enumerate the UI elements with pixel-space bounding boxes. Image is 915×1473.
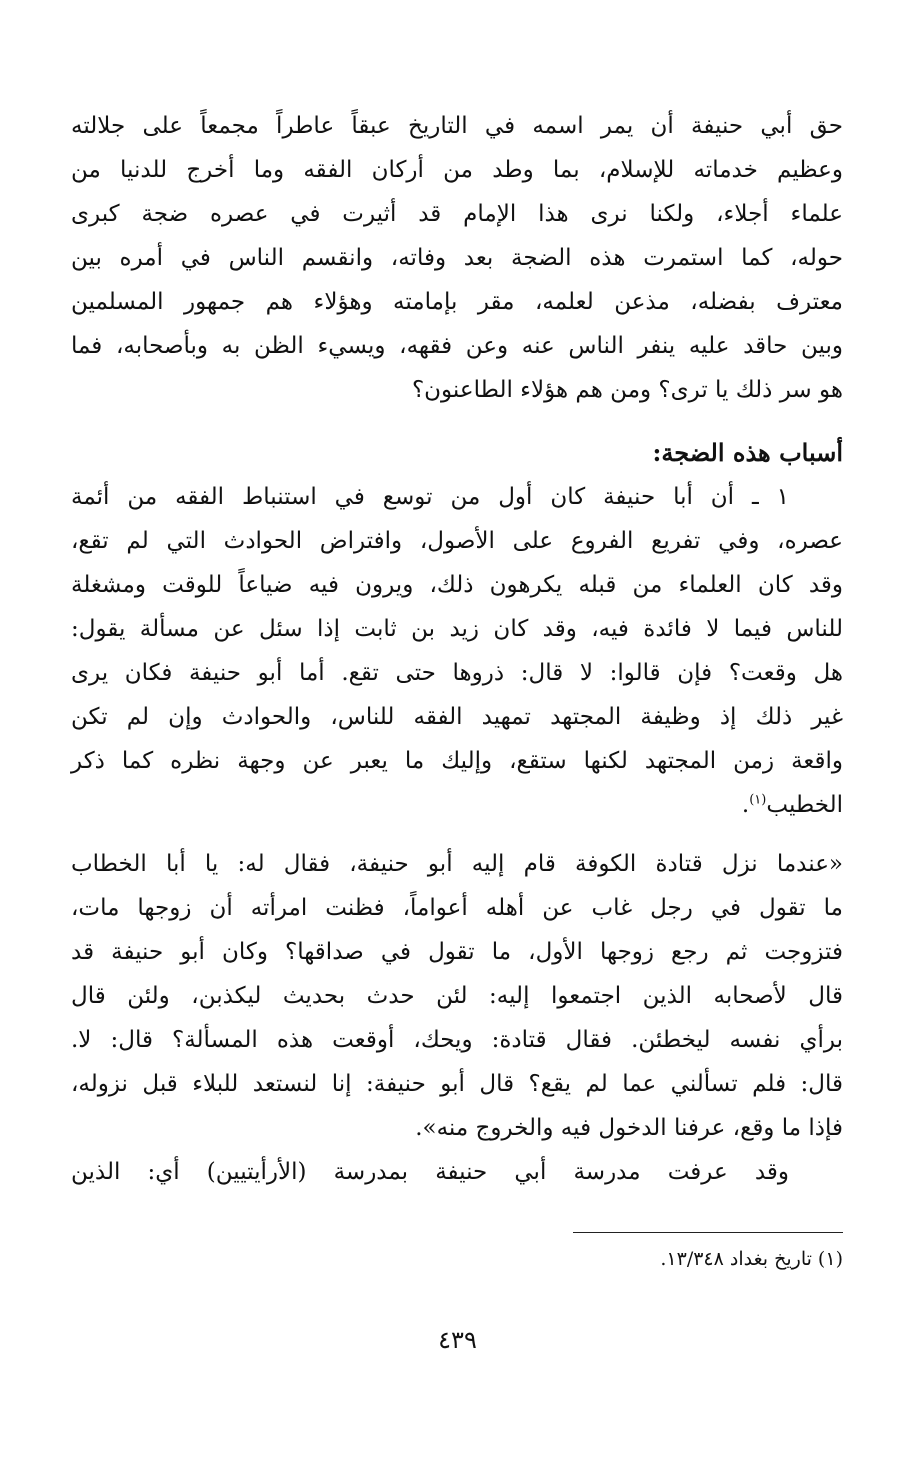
text-line: وقد كان العلماء من قبله يكرهون ذلك، ويرون فيه ضياعاً للوقت ومشغلة [71, 572, 843, 598]
text-line: واقعة زمن المجتهد لكنها ستقع، وإليك ما يعبر عن وجهة نظره كما ذكر [71, 748, 843, 774]
text-fragment: الخطيب [766, 792, 843, 818]
text-line: حق أبي حنيفة أن يمر اسمه في التاريخ عبقاً عاطراً مجمعاً على جلالته [71, 113, 843, 139]
text-line: وقد عرفت مدرسة أبي حنيفة بمدرسة (الأرأيتيين) أي: الذين [71, 1159, 789, 1185]
text-line: قال: فلم تسألني عما لم يقع؟ قال أبو حنيفة: إنا لنستعد للبلاء قبل نزوله، [71, 1071, 843, 1097]
text-line: وعظيم خدماته للإسلام، بما وطد من أركان الفقه وما أخرج للدنيا من [71, 157, 843, 183]
text-line: علماء أجلاء، ولكنا نرى هذا الإمام قد أثيرت في عصره ضجة كبرى [71, 201, 843, 227]
text-line: فتزوجت ثم رجع زوجها الأول، ما تقول في صداقها؟ وكان أبو حنيفة قد [71, 939, 843, 965]
text-line: هو سر ذلك يا ترى؟ ومن هم هؤلاء الطاعنون؟ [411, 377, 843, 403]
text-line: قال لأصحابه الذين اجتمعوا إليه: لئن حدث بحديث ليكذبن، ولئن قال [71, 983, 843, 1009]
text-line: عصره، وفي تفريع الفروع على الأصول، وافتراض الحوادث التي لم تقع، [71, 528, 843, 554]
text-line [71, 783, 843, 827]
text-line: حوله، كما استمرت هذه الضجة بعد وفاته، وانقسم الناس في أمره بين [71, 245, 843, 271]
text-line: غير ذلك إذ وظيفة المجتهد تمهيد الفقه للناس، والحوادث وإن لم تكن [71, 704, 843, 730]
paragraph-2 [71, 475, 843, 827]
text-line: ما تقول في رجل غاب عن أهله أعواماً، فظنت امرأته أن زوجها مات، [71, 895, 843, 921]
text-fragment: . [741, 792, 750, 818]
footnote: (١) تاريخ بغداد ١٣/٣٤٨. [660, 1248, 843, 1270]
paragraph-1 [71, 104, 843, 412]
section-heading: أسباب هذه الضجة: [652, 438, 843, 467]
text-line: هل وقعت؟ فإن قالوا: لا قال: ذروها حتى تقع. أما أبو حنيفة فكان يرى [71, 660, 843, 686]
text-line: وبين حاقد عليه ينفر الناس عنه وعن فقهه، ويسيء الظن به وبأصحابه، فما [71, 333, 843, 359]
quotation-paragraph [71, 842, 843, 1150]
text-line: برأي نفسه ليخطئن. فقال قتادة: ويحك، أوقعت هذه المسألة؟ قال: لا. [71, 1027, 843, 1053]
text-line: «عندما نزل قتادة الكوفة قام إليه أبو حنيفة، فقال له: يا أبا الخطاب [71, 851, 843, 877]
footnote-reference[interactable]: (١) [749, 792, 767, 808]
page-number: ٤٣٩ [438, 1326, 477, 1354]
text-line: معترف بفضله، مذعن لعلمه، مقر بإمامته وهؤلاء هم جمهور المسلمين [71, 289, 843, 315]
paragraph-4 [71, 1150, 843, 1194]
footnote-divider [573, 1232, 843, 1233]
text-line: فإذا ما وقع، عرفنا الدخول فيه والخروج منه». [415, 1115, 843, 1141]
text-line: ١ ـ أن أبا حنيفة كان أول من توسع في استنباط الفقه من أئمة [71, 484, 789, 510]
text-line: للناس فيما لا فائدة فيه، وقد كان زيد بن ثابت إذا سئل عن مسألة يقول: [71, 616, 843, 642]
